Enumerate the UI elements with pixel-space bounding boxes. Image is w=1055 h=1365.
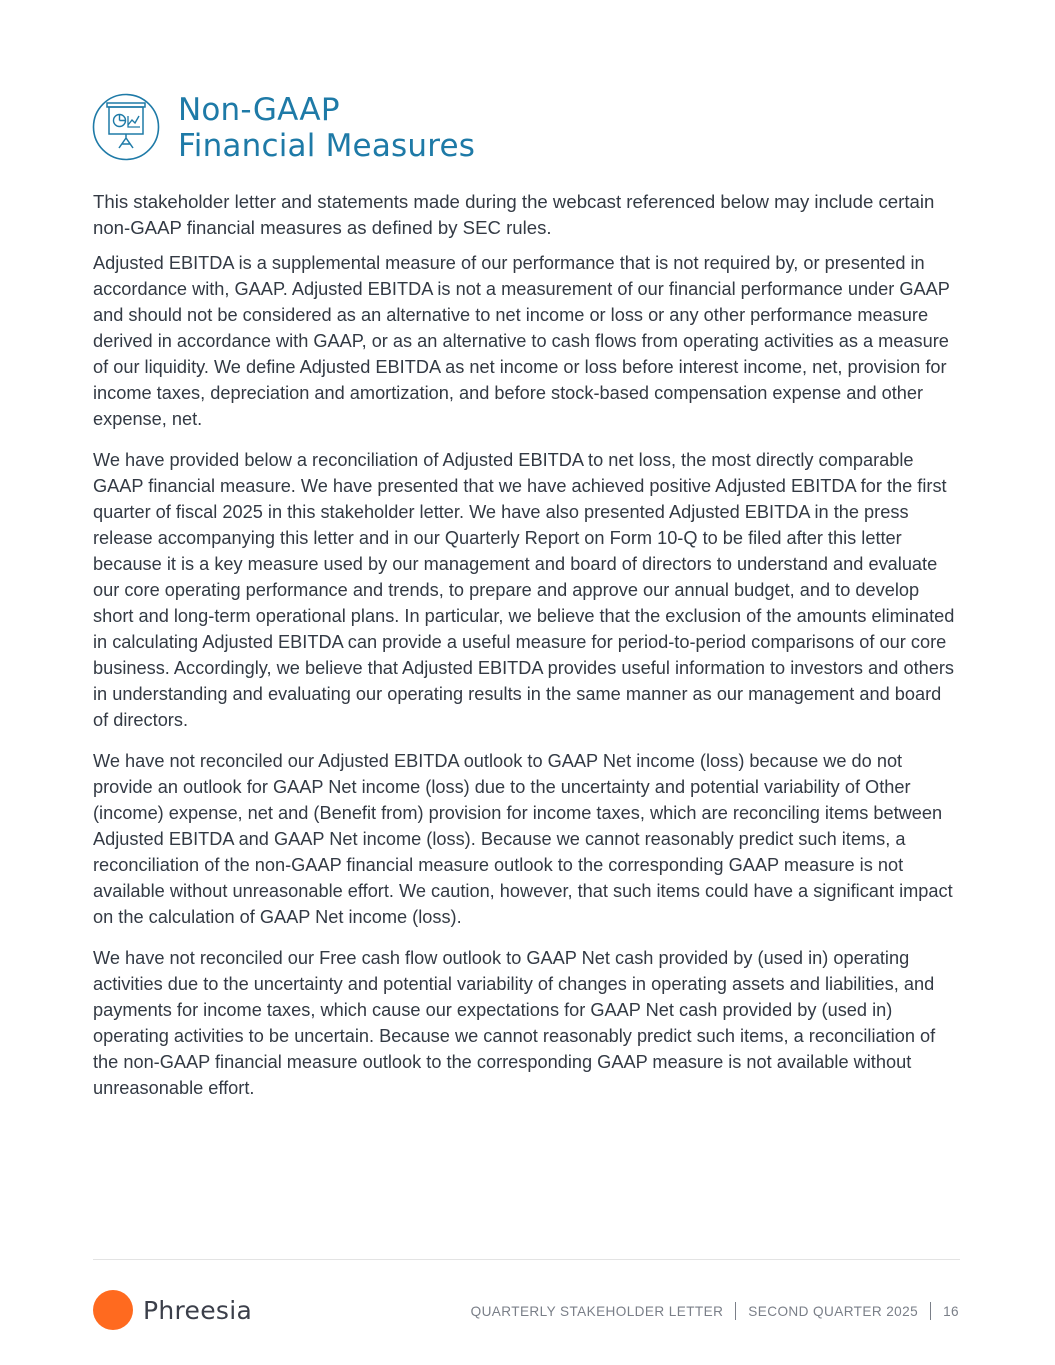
footer-doc-title: QUARTERLY STAKEHOLDER LETTER xyxy=(470,1303,724,1319)
paragraph-free-cash-flow-outlook: We have not reconciled our Free cash flow outlook to GAAP Net cash provided by (used in) operating activities due to the uncertainty and potential variability of changes in operating assets and liabilities, and payments for income taxes, which cause our expectations for GAAP Net cash provided by (used in) operating activities to be uncertain. Because we cannot reasonably predict such items, a reconciliation of the non-GAAP financial measure outlook to the corresponding GAAP measure is not available without unreasonable effort. xyxy=(93,948,936,1098)
footer-period: SECOND QUARTER 2025 xyxy=(748,1303,919,1319)
page-header xyxy=(92,92,475,164)
brand-logo xyxy=(93,1290,252,1330)
paragraph-reconciliation: We have provided below a reconciliation of Adjusted EBITDA to net loss, the most directly comparable GAAP financial measure. We have presented that we have achieved positive Adjusted EBITDA for the first quarter of fiscal 2025 in this stakeholder letter. We have also presented Adjusted EBITDA in the press release accompanying this letter and in our Quarterly Report on Form 10-Q to be filed after this letter because it is a key measure used by our management and board of directors to understand and evaluate our core operating performance and trends, to prepare and approve our annual budget, and to develop short and long-term operational plans. In particular, we believe that the exclusion of the amounts eliminated in calculating Adjusted EBITDA can provide a useful measure for period-to-period comparisons of our core business. Accordingly, we believe that Adjusted EBITDA provides useful information to investors and others in understanding and evaluating our operating results in the same manner as our management and board of directors. xyxy=(93,450,955,730)
page-title-line-2: Financial Measures xyxy=(178,128,476,164)
logo-dot-icon xyxy=(93,1290,133,1330)
page-title xyxy=(178,92,475,164)
presentation-board-icon xyxy=(92,92,160,162)
paragraph-intro: This stakeholder letter and statements made during the webcast referenced below may include certain non-GAAP financial measures as defined by SEC rules. xyxy=(93,191,935,238)
page-number: 16 xyxy=(943,1303,959,1319)
footer-separator xyxy=(930,1302,931,1320)
footer-separator xyxy=(735,1302,736,1320)
brand-name: Phreesia xyxy=(143,1295,253,1325)
page-title-line-1: Non-GAAP xyxy=(178,92,340,128)
paragraph-ebitda-outlook: We have not reconciled our Adjusted EBITDA outlook to GAAP Net income (loss) because we do not provide an outlook for GAAP Net income (loss) due to the uncertainty and potential variability of Other (income) expense, net and (Benefit from) provision for income taxes, which are reconciling items between Adjusted EBITDA and GAAP Net income (loss). Because we cannot reasonably predict such items, a reconciliation of the non-GAAP financial measure outlook to the corresponding GAAP measure is not available without unreasonable effort. We caution, however, that such items could have a significant impact on the calculation of GAAP Net income (loss). xyxy=(93,751,953,927)
footer-meta xyxy=(471,1302,959,1320)
body-text xyxy=(93,189,959,1116)
paragraph-adjusted-ebitda-definition: Adjusted EBITDA is a supplemental measure of our performance that is not required by, or presented in accordance with, GAAP. Adjusted EBITDA is not a measurement of our financial performance under GAAP and should not be considered as an alternative to net income or loss or any other performance measure derived in accordance with GAAP, or as an alternative to cash flows from operating activities as a measure of our liquidity. We define Adjusted EBITDA as net income or loss before interest income, net, provision for income taxes, depreciation and amortization, and before stock-based compensation expense and other expense, net. xyxy=(93,253,950,429)
footer-divider xyxy=(93,1259,960,1260)
